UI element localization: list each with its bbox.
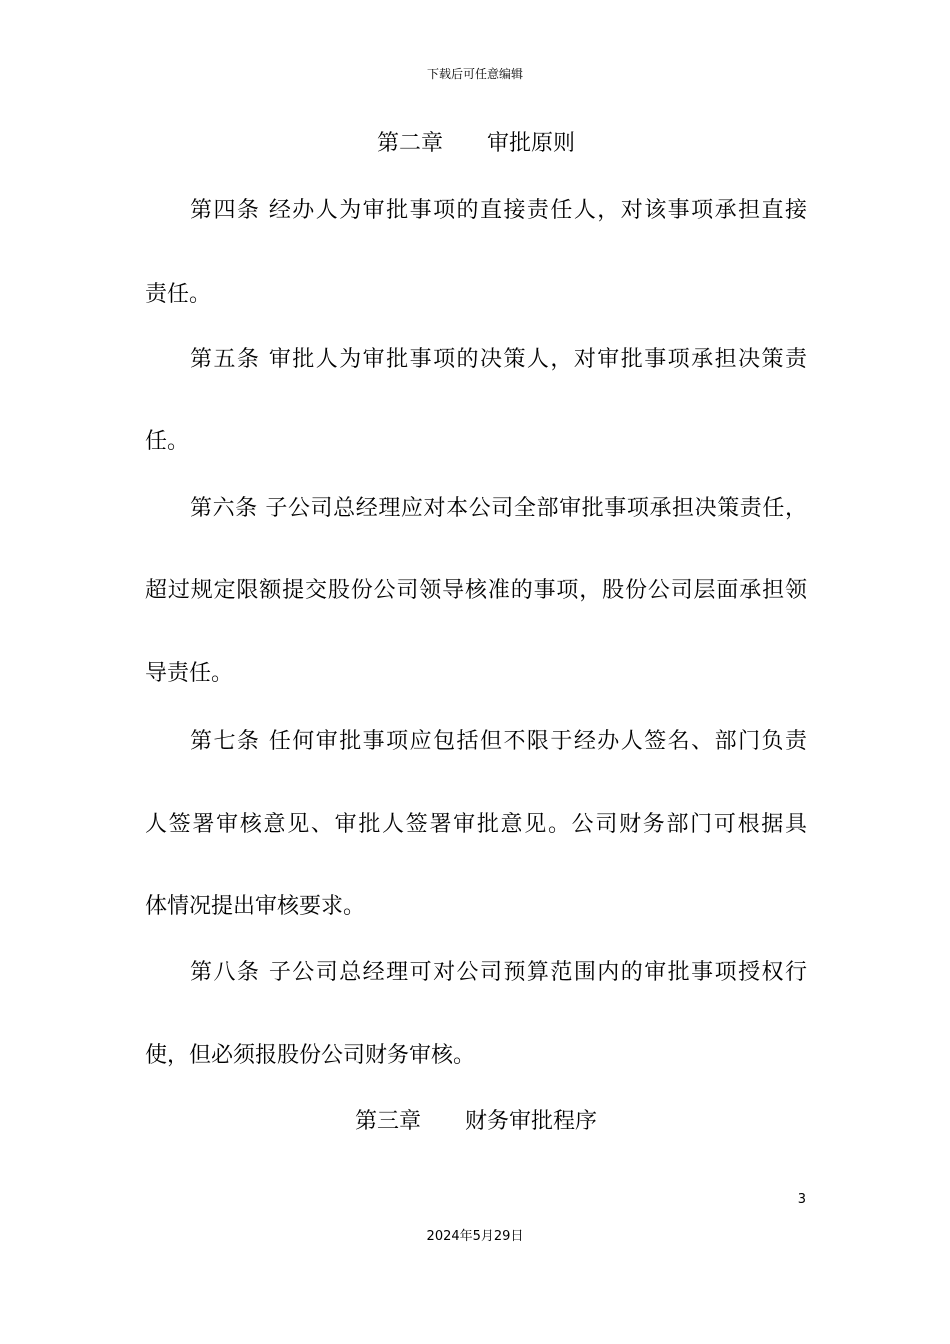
article-eight-line-2: 使，但必须报股份公司财务审核。 [145, 1043, 476, 1068]
article-seven-line-1: 第七条 任何审批事项应包括但不限于经办人签名、部门负责 [190, 729, 807, 754]
article-seven-line-2: 人签署审核意见、审批人签署审批意见。公司财务部门可根据具 [145, 812, 807, 837]
article-six-line-3: 导责任。 [145, 661, 234, 686]
footer-date: 2024年5月29日 [426, 1229, 524, 1244]
article-six-line-1: 第六条 子公司总经理应对本公司全部审批事项承担决策责任， [190, 496, 807, 521]
header-note: 下载后可任意编辑 [426, 67, 523, 81]
chapter-two-title: 第二章 审批原则 [376, 131, 575, 156]
article-six-line-2: 超过规定限额提交股份公司领导核准的事项，股份公司层面承担领 [145, 578, 807, 603]
article-five-line-2: 任。 [145, 429, 190, 454]
page-number: 3 [797, 1192, 806, 1207]
article-five-line-1: 第五条 审批人为审批事项的决策人，对审批事项承担决策责 [190, 347, 807, 372]
article-four-line-2: 责任。 [145, 282, 212, 307]
article-seven-line-3: 体情况提出审核要求。 [145, 894, 366, 919]
article-four-line-1: 第四条 经办人为审批事项的直接责任人，对该事项承担直接 [190, 198, 807, 223]
article-eight-line-1: 第八条 子公司总经理可对公司预算范围内的审批事项授权行 [190, 960, 807, 985]
chapter-three-title: 第三章 财务审批程序 [354, 1109, 597, 1134]
